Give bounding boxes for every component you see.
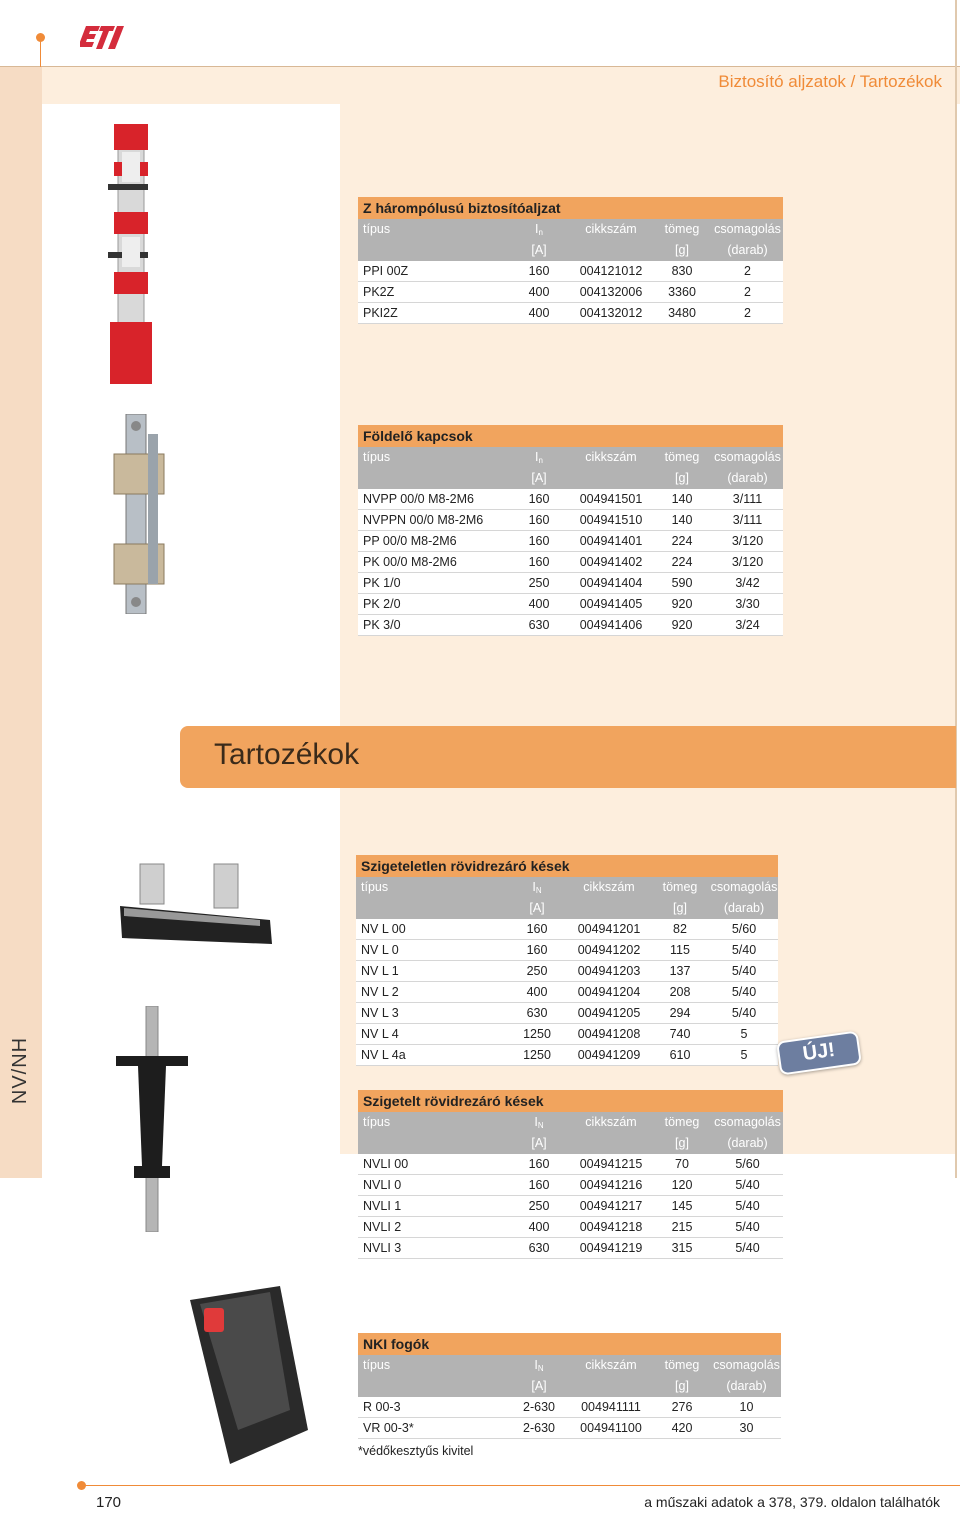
table-row <box>358 303 783 324</box>
cell-code: 004941501 <box>579 492 643 506</box>
header-rule <box>0 66 960 67</box>
cell-weight: 145 <box>671 1199 693 1213</box>
table-uninsulated-links <box>356 855 778 1066</box>
table-header <box>358 447 783 489</box>
unit-cell: [g] <box>673 901 687 915</box>
cell-code: 004941111 <box>581 1400 641 1414</box>
cell-code: 004121012 <box>579 264 643 278</box>
unit-cell <box>358 240 508 261</box>
cell-weight: 208 <box>669 985 691 999</box>
unit-cell <box>568 898 650 919</box>
table-row <box>358 531 783 552</box>
eti-logo <box>80 22 128 54</box>
table-row <box>358 489 783 510</box>
new-badge: ÚJ! <box>776 1030 862 1075</box>
col-code: cikkszám <box>585 1115 637 1129</box>
cell-packaging: 10 <box>739 1400 754 1414</box>
table-insulated-links <box>358 1090 783 1259</box>
table-row <box>358 573 783 594</box>
cell-current: 400 <box>528 285 550 299</box>
table-row <box>356 1045 778 1066</box>
cell-weight: 215 <box>671 1220 693 1234</box>
col-code: cikkszám <box>585 1358 637 1372</box>
cell-packaging: 5/40 <box>735 1220 760 1234</box>
table-row <box>358 1196 783 1217</box>
cell-packaging: 5/60 <box>731 922 757 936</box>
cell-weight: 740 <box>669 1027 691 1041</box>
col-current: $I_n$ <box>535 222 543 237</box>
col-code: cikkszám <box>583 880 635 894</box>
fuse-puller-image <box>180 1280 320 1470</box>
table-body <box>356 919 778 1066</box>
unit-cell <box>356 898 506 919</box>
cell-type: VR 00-3* <box>363 1421 414 1435</box>
table-row <box>356 1003 778 1024</box>
cell-code: 004132006 <box>579 285 643 299</box>
unit-cell <box>570 1133 652 1154</box>
cell-weight: 224 <box>671 534 693 548</box>
table-title: Szigetelt rövidrezáró kések <box>358 1090 783 1112</box>
cell-type: PK 2/0 <box>363 597 401 611</box>
cell-type: NVLI 00 <box>363 1157 409 1171</box>
table-row <box>358 594 783 615</box>
cell-packaging: 5/40 <box>735 1178 760 1192</box>
table-row <box>358 1217 783 1238</box>
cell-code: 004941209 <box>577 1048 641 1062</box>
unit-cell <box>358 1133 508 1154</box>
table-row <box>356 982 778 1003</box>
top-accent-dot <box>36 33 45 42</box>
table-row <box>358 510 783 531</box>
cell-packaging: 5/40 <box>731 964 757 978</box>
page-number: 170 <box>96 1494 122 1511</box>
table-body <box>358 1397 781 1439</box>
cell-code: 004132012 <box>579 306 643 320</box>
cell-packaging: 2 <box>744 285 751 299</box>
footnote: *védőkesztyűs kivitel <box>358 1444 474 1458</box>
cell-type: PK 1/0 <box>363 576 401 590</box>
cell-type: NVPP 00/0 M8-2M6 <box>363 492 474 506</box>
cell-current: 160 <box>528 492 550 506</box>
cell-weight: 3360 <box>668 285 696 299</box>
cell-code: 004941402 <box>579 555 643 569</box>
uninsulated-link-image <box>110 856 280 966</box>
cell-code: 004941404 <box>579 576 643 590</box>
col-weight: tömeg <box>664 1115 700 1129</box>
table-body <box>358 1154 783 1259</box>
cell-type: R 00-3 <box>363 1400 401 1414</box>
cell-packaging: 5/40 <box>731 1006 757 1020</box>
cell-weight: 70 <box>675 1157 689 1171</box>
page-header-title: Biztosító aljzatok / Tartozékok <box>718 72 942 91</box>
cell-current: 250 <box>528 576 550 590</box>
cell-packaging: 5/40 <box>731 943 757 957</box>
cell-code: 004941401 <box>579 534 643 548</box>
cell-weight: 610 <box>669 1048 691 1062</box>
cell-packaging: 3/111 <box>732 492 763 506</box>
unit-cell: (darab) <box>726 1379 767 1393</box>
table-row <box>358 1238 783 1259</box>
col-packaging: csomagolás <box>714 450 781 464</box>
cell-type: NVPPN 00/0 M8-2M6 <box>363 513 484 527</box>
unit-cell: (darab) <box>723 901 765 915</box>
cell-packaging: 5/40 <box>735 1199 760 1213</box>
cell-type: NV L 0 <box>361 943 399 957</box>
cell-weight: 276 <box>671 1400 693 1414</box>
fuse-base-image <box>100 122 160 392</box>
table-fuse-base <box>358 197 783 324</box>
col-current: $I_N$ <box>534 1115 544 1130</box>
table-header <box>358 1355 781 1397</box>
unit-cell: (darab) <box>727 471 768 485</box>
table-row <box>358 1418 781 1439</box>
col-type: típus <box>363 1358 391 1372</box>
cell-packaging: 5/60 <box>735 1157 760 1171</box>
cell-code: 004941406 <box>579 618 643 632</box>
footer-note: a műszaki adatok a 378, 379. oldalon találhatók <box>644 1494 940 1510</box>
cell-weight: 920 <box>671 597 693 611</box>
cell-weight: 420 <box>671 1421 693 1435</box>
unit-cell: [A] <box>531 1136 547 1150</box>
table-row <box>356 961 778 982</box>
cell-type: NV L 1 <box>361 964 399 978</box>
col-weight: tömeg <box>664 1358 700 1372</box>
col-packaging: csomagolás <box>714 222 781 236</box>
cell-packaging: 3/111 <box>732 513 763 527</box>
table-header <box>358 219 783 261</box>
cell-code: 004941219 <box>579 1241 643 1255</box>
unit-cell: [g] <box>675 1136 689 1150</box>
table-earthing-clamps <box>358 425 783 636</box>
cell-type: NVLI 2 <box>363 1220 402 1234</box>
cell-current: 630 <box>526 1006 548 1020</box>
table-row <box>358 1154 783 1175</box>
col-packaging: csomagolás <box>714 1115 781 1129</box>
table-row <box>358 615 783 636</box>
col-packaging: csomagolás <box>713 1358 780 1372</box>
col-weight: tömeg <box>662 880 698 894</box>
table-row <box>358 552 783 573</box>
cell-current: 250 <box>526 964 548 978</box>
cell-packaging: 2 <box>744 306 751 320</box>
cell-current: 1250 <box>523 1027 551 1041</box>
cell-current: 2-630 <box>523 1421 555 1435</box>
cell-type: PK 00/0 M8-2M6 <box>363 555 457 569</box>
cell-packaging: 3/42 <box>735 576 760 590</box>
cell-type: NV L 4 <box>361 1027 399 1041</box>
cell-code: 004941205 <box>577 1006 641 1020</box>
cell-current: 160 <box>528 1157 550 1171</box>
cell-code: 004941203 <box>577 964 641 978</box>
table-title: Szigeteletlen rövidrezáró kések <box>356 855 778 877</box>
cell-code: 004941215 <box>579 1157 643 1171</box>
table-row <box>358 261 783 282</box>
cell-weight: 315 <box>671 1241 693 1255</box>
unit-cell: [A] <box>531 1379 547 1393</box>
col-type: típus <box>363 222 391 236</box>
cell-type: PPI 00Z <box>363 264 409 278</box>
table-title: Z hárompólusú biztosítóaljzat <box>358 197 783 219</box>
unit-cell <box>570 1376 652 1397</box>
cell-current: 250 <box>528 1199 550 1213</box>
cell-packaging: 2 <box>744 264 751 278</box>
cell-type: NV L 00 <box>361 922 406 936</box>
cell-packaging: 5 <box>740 1048 748 1062</box>
cell-packaging: 3/120 <box>731 534 764 548</box>
cell-type: PP 00/0 M8-2M6 <box>363 534 457 548</box>
unit-cell: [A] <box>531 243 547 257</box>
cell-weight: 120 <box>671 1178 693 1192</box>
unit-cell <box>358 468 508 489</box>
cell-weight: 140 <box>671 492 693 506</box>
unit-cell <box>570 240 652 261</box>
cell-weight: 294 <box>669 1006 691 1020</box>
unit-cell <box>358 1376 508 1397</box>
cell-current: 1250 <box>523 1048 551 1062</box>
footer-dot <box>77 1481 86 1490</box>
cell-type: NVLI 1 <box>363 1199 402 1213</box>
col-code: cikkszám <box>585 222 637 236</box>
right-rule <box>955 0 957 1178</box>
cell-packaging: 3/30 <box>735 597 760 611</box>
table-body <box>358 261 783 324</box>
unit-cell <box>570 468 652 489</box>
cell-type: PK2Z <box>363 285 395 299</box>
cell-code: 004941510 <box>579 513 643 527</box>
cell-code: 004941217 <box>579 1199 643 1213</box>
cell-current: 160 <box>526 922 548 936</box>
unit-cell: [g] <box>675 1379 689 1393</box>
cell-code: 004941218 <box>579 1220 643 1234</box>
cell-current: 630 <box>528 618 550 632</box>
cell-weight: 224 <box>671 555 693 569</box>
cell-code: 004941216 <box>579 1178 643 1192</box>
col-packaging: csomagolás <box>710 880 778 894</box>
table-row <box>358 1397 781 1418</box>
section-banner <box>180 726 956 788</box>
cell-current: 400 <box>526 985 548 999</box>
table-row <box>356 919 778 940</box>
cell-type: NV L 3 <box>361 1006 399 1020</box>
unit-cell: [A] <box>529 901 545 915</box>
cell-code: 004941405 <box>579 597 643 611</box>
cell-type: NVLI 0 <box>363 1178 402 1192</box>
col-type: típus <box>361 880 389 894</box>
table-header <box>356 877 778 919</box>
cell-type: PKI2Z <box>363 306 398 320</box>
table-title: Földelő kapcsok <box>358 425 783 447</box>
table-row <box>356 940 778 961</box>
cell-type: NVLI 3 <box>363 1241 402 1255</box>
cell-current: 160 <box>528 513 550 527</box>
cell-current: 400 <box>528 306 550 320</box>
cell-weight: 3480 <box>668 306 696 320</box>
cell-current: 2-630 <box>523 1400 555 1414</box>
cell-packaging: 5 <box>740 1027 748 1041</box>
cell-code: 004941208 <box>577 1027 641 1041</box>
table-header <box>358 1112 783 1154</box>
cell-current: 160 <box>526 943 548 957</box>
cell-weight: 590 <box>671 576 693 590</box>
cell-type: NV L 2 <box>361 985 399 999</box>
col-current: $I_n$ <box>535 450 543 465</box>
cell-packaging: 3/24 <box>735 618 760 632</box>
cell-current: 400 <box>528 1220 550 1234</box>
insulated-link-image <box>112 1006 192 1232</box>
cell-weight: 140 <box>671 513 693 527</box>
cell-current: 160 <box>528 555 550 569</box>
cell-code: 004941204 <box>577 985 641 999</box>
table-row <box>358 282 783 303</box>
unit-cell: (darab) <box>727 243 768 257</box>
cell-current: 160 <box>528 264 550 278</box>
table-fuse-pullers <box>358 1333 781 1439</box>
col-current: $I_N$ <box>532 880 542 895</box>
cell-code: 004941100 <box>580 1421 642 1435</box>
table-row <box>356 1024 778 1045</box>
unit-cell: [g] <box>675 471 689 485</box>
footer-rule <box>80 1485 960 1486</box>
section-title: Tartozékok <box>214 738 360 771</box>
cell-type: PK 3/0 <box>363 618 401 632</box>
unit-cell: [g] <box>675 243 689 257</box>
col-current: $I_N$ <box>534 1358 544 1373</box>
table-body <box>358 489 783 636</box>
cell-current: 400 <box>528 597 550 611</box>
cell-current: 630 <box>528 1241 550 1255</box>
cell-weight: 137 <box>669 964 691 978</box>
side-section-label: NV/NH <box>9 1036 32 1104</box>
table-row <box>358 1175 783 1196</box>
col-type: típus <box>363 1115 391 1129</box>
col-weight: tömeg <box>664 222 700 236</box>
cell-weight: 115 <box>670 943 690 957</box>
unit-cell: (darab) <box>727 1136 768 1150</box>
unit-cell: [A] <box>531 471 547 485</box>
cell-weight: 920 <box>671 618 693 632</box>
cell-packaging: 3/120 <box>731 555 764 569</box>
cell-packaging: 5/40 <box>735 1241 760 1255</box>
cell-weight: 830 <box>671 264 693 278</box>
col-type: típus <box>363 450 391 464</box>
col-code: cikkszám <box>585 450 637 464</box>
cell-current: 160 <box>528 1178 550 1192</box>
left-strip <box>0 66 42 1178</box>
cell-code: 004941201 <box>577 922 641 936</box>
table-title: NKI fogók <box>358 1333 781 1355</box>
cell-packaging: 5/40 <box>731 985 757 999</box>
cell-type: NV L 4a <box>361 1048 406 1062</box>
cell-code: 004941202 <box>577 943 641 957</box>
earthing-clamp-image <box>110 414 170 614</box>
cell-packaging: 30 <box>739 1421 754 1435</box>
cell-current: 160 <box>528 534 550 548</box>
cell-weight: 82 <box>673 922 687 936</box>
col-weight: tömeg <box>664 450 700 464</box>
